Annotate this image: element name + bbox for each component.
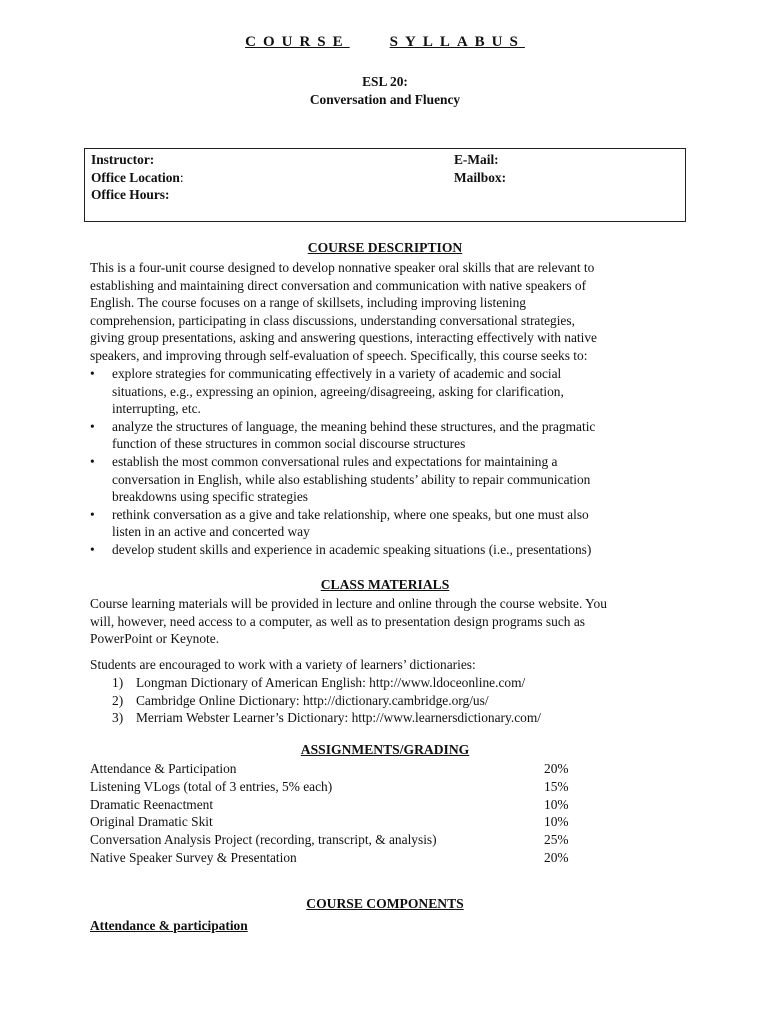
office-hours-label: Office Hours: <box>91 187 170 202</box>
grading-percent: 10% <box>544 814 569 830</box>
class-materials-heading: CLASS MATERIALS <box>320 577 450 592</box>
grading-row <box>90 778 682 796</box>
grading-percent: 20% <box>544 761 569 776</box>
bullet-icon: • <box>90 418 95 434</box>
grading-heading: ASSIGNMENTS/GRADING <box>300 742 470 757</box>
description-line: This is a four-unit course designed to develop nonnative speaker oral skills that are relevant to <box>90 260 595 275</box>
grading-item: Native Speaker Survey & Presentation <box>90 849 297 865</box>
objective-line: situations, e.g., expressing an opinion, agreeing/disagreeing, asking for clarification, <box>112 383 564 399</box>
objective-line: conversation in English, while also establishing students’ ability to repair communication <box>112 471 591 487</box>
dictionary-text: Merriam Webster Learner’s Dictionary: http://www.learnersdictionary.com/ <box>136 710 541 726</box>
objective-line: function of these structures in common social discourse structures <box>112 436 466 452</box>
attendance-subheading: Attendance & participation <box>90 918 248 933</box>
dictionary-text: Cambridge Online Dictionary: http://dictionary.cambridge.org/us/ <box>136 692 489 708</box>
objective-line: establish the most common conversational rules and expectations for maintaining a <box>112 453 558 469</box>
course-components-heading: COURSE COMPONENTS <box>306 896 464 911</box>
instructor-info-left <box>91 151 184 204</box>
bullet-icon: • <box>90 366 95 381</box>
dictionary-item <box>90 674 682 692</box>
description-line: English. The course focuses on a range of skillsets, including improving listening <box>90 295 526 311</box>
materials-line: will, however, need access to a computer, as well as to presentation design programs such as <box>90 613 585 629</box>
grading-item: Dramatic Reenactment <box>90 796 214 812</box>
objective-item <box>90 453 682 506</box>
description-line: giving group presentations, asking and answering questions, interacting effectively with native <box>90 330 597 346</box>
description-line: comprehension, participating in class discussions, understanding conversational strategies, <box>90 312 575 328</box>
objective-item <box>90 365 682 418</box>
objective-line: interrupting, etc. <box>112 401 201 417</box>
grading-percent: 10% <box>544 796 569 812</box>
grading-row <box>90 831 682 849</box>
course-description-heading: COURSE DESCRIPTION <box>307 240 463 255</box>
bullet-icon: • <box>90 506 95 522</box>
document-title <box>90 34 680 51</box>
mailbox-label: Mailbox: <box>454 169 507 185</box>
office-location-colon: : <box>179 169 184 185</box>
dictionary-number: 3) <box>112 710 124 726</box>
objective-line: breakdowns using specific strategies <box>112 489 308 505</box>
course-code: ESL 20: <box>362 74 408 89</box>
bullet-icon: • <box>90 453 95 469</box>
dictionaries-list <box>90 674 682 727</box>
objective-item <box>90 418 682 453</box>
grading-row <box>90 813 682 831</box>
title-word-syllabus: SYLLABUS <box>389 34 525 50</box>
grading-percent: 20% <box>544 849 569 865</box>
dictionary-item <box>90 709 682 727</box>
grading-row <box>90 796 682 814</box>
grading-row <box>90 760 682 778</box>
objective-item <box>90 506 682 541</box>
objective-line: develop student skills and experience in academic speaking situations (i.e., presentations) <box>112 541 592 557</box>
objective-line: listen in an active and concerted way <box>112 524 310 540</box>
objective-line: explore strategies for communicating effectively in a variety of academic and social <box>112 366 562 381</box>
course-name: Conversation and Fluency <box>309 92 461 107</box>
objective-line: analyze the structures of language, the meaning behind these structures, and the pragmatic <box>112 418 596 434</box>
grading-percent: 15% <box>544 778 569 794</box>
class-materials-text <box>90 595 682 648</box>
office-location-label: Office Location <box>91 169 180 185</box>
bullet-icon: • <box>90 541 95 557</box>
grading-item: Conversation Analysis Project (recording, transcript, & analysis) <box>90 832 437 848</box>
course-description-text <box>90 259 682 365</box>
office-location-row <box>91 169 184 187</box>
course-objectives-list <box>90 365 682 559</box>
instructor-info-box <box>84 148 686 222</box>
instructor-info-right <box>454 151 506 186</box>
description-line: speakers, and improving through self-evaluation of speech. Specifically, this course seeks to: <box>90 347 588 363</box>
dictionary-number: 2) <box>112 692 124 708</box>
grading-table <box>90 760 682 867</box>
description-line: establishing and maintaining direct conversation and communication with native speakers of <box>90 277 587 293</box>
grading-percent: 25% <box>544 832 569 848</box>
grading-item: Listening VLogs (total of 3 entries, 5% each) <box>90 778 333 794</box>
materials-line: Course learning materials will be provided in lecture and online through the course website. You <box>90 596 607 611</box>
materials-line: PowerPoint or Keynote. <box>90 631 220 647</box>
grading-row <box>90 849 682 867</box>
grading-item: Attendance & Participation <box>90 761 237 776</box>
dictionaries-intro: Students are encouraged to work with a variety of learners’ dictionaries: <box>90 657 476 672</box>
title-word-course: COURSE <box>245 34 350 50</box>
dictionary-number: 1) <box>112 675 124 690</box>
dictionary-item <box>90 692 682 710</box>
instructor-label: Instructor: <box>91 152 155 167</box>
objective-line: rethink conversation as a give and take relationship, where one speaks, but one must also <box>112 506 589 522</box>
objective-item <box>90 541 682 559</box>
email-label: E-Mail: <box>454 152 499 167</box>
grading-item: Original Dramatic Skit <box>90 814 213 830</box>
dictionary-text: Longman Dictionary of American English: http://www.ldoceonline.com/ <box>136 675 526 690</box>
